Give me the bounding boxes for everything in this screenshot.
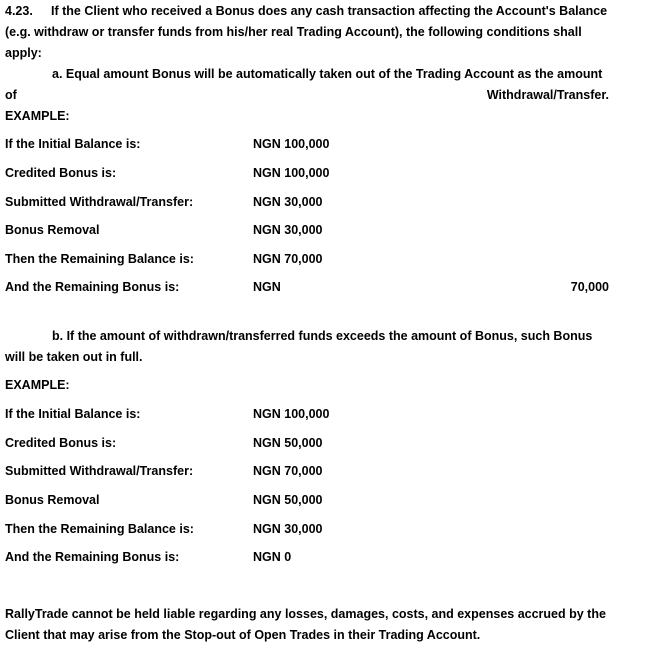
- example-value: NGN 70,000: [253, 252, 323, 266]
- example-value: NGN: [253, 280, 281, 294]
- example-label: Credited Bonus is:: [5, 166, 117, 180]
- section-number: 4.23.: [5, 4, 33, 18]
- disclaimer-line-1: RallyTrade cannot be held liable regarding any losses, damages, costs, and expenses accrued by the: [5, 607, 606, 621]
- example-value: NGN 100,000: [253, 137, 330, 151]
- condition-a-line-1: a. Equal amount Bonus will be automatically taken out of the Trading Account as the amount: [52, 67, 603, 81]
- example-label: And the Remaining Bonus is:: [5, 280, 180, 294]
- example-label: Then the Remaining Balance is:: [5, 522, 194, 536]
- condition-b-line-2: will be taken out in full.: [5, 350, 143, 364]
- example-value: NGN 30,000: [253, 195, 323, 209]
- example-heading: EXAMPLE:: [5, 109, 70, 123]
- example-label: If the Initial Balance is:: [5, 407, 141, 421]
- example-value: NGN 50,000: [253, 436, 323, 450]
- example-label: Bonus Removal: [5, 223, 100, 237]
- condition-a-line-2-left: of: [5, 88, 17, 102]
- example-value: NGN 30,000: [253, 522, 323, 536]
- example-label: Then the Remaining Balance is:: [5, 252, 194, 266]
- intro-line-3: apply:: [5, 46, 42, 60]
- example-label: If the Initial Balance is:: [5, 137, 141, 151]
- example-heading: EXAMPLE:: [5, 378, 70, 392]
- intro-line-2: (e.g. withdraw or transfer funds from his/her real Trading Account), the following conditions shall: [5, 25, 582, 39]
- example-value: NGN 70,000: [253, 464, 323, 478]
- intro-line-1: If the Client who received a Bonus does any cash transaction affecting the Account's Balance: [51, 4, 608, 18]
- example-value: NGN 0: [253, 550, 292, 564]
- example-value: NGN 30,000: [253, 223, 323, 237]
- example-value-far: 70,000: [570, 280, 609, 294]
- example-value: NGN 100,000: [253, 166, 330, 180]
- example-value: NGN 100,000: [253, 407, 330, 421]
- condition-a-line-2-right: Withdrawal/Transfer.: [486, 88, 609, 102]
- example-label: And the Remaining Bonus is:: [5, 550, 180, 564]
- example-label: Bonus Removal: [5, 493, 100, 507]
- example-label: Submitted Withdrawal/Transfer:: [5, 464, 194, 478]
- example-value: NGN 50,000: [253, 493, 323, 507]
- example-label: Credited Bonus is:: [5, 436, 117, 450]
- condition-b-line-1: b. If the amount of withdrawn/transferred funds exceeds the amount of Bonus, such Bonus: [52, 329, 593, 343]
- example-label: Submitted Withdrawal/Transfer:: [5, 195, 194, 209]
- disclaimer-line-2: Client that may arise from the Stop-out of Open Trades in their Trading Account.: [5, 628, 481, 642]
